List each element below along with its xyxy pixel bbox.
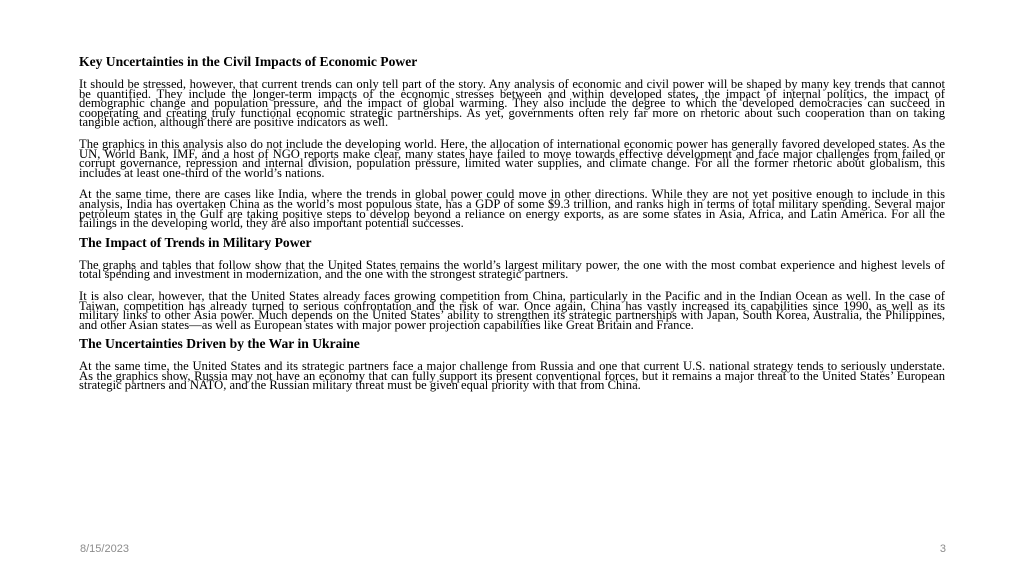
section-heading-war-in-ukraine: The Uncertainties Driven by the War in Ukraine	[79, 336, 360, 352]
paragraph-3: At the same time, there are cases like India, where the trends in global power could move in other directions. While they are not yet positive enough to include in this analysis, India has overtaken China as the world’s most populous state, has a GDP of some $9.3 trillion, and ranks high in terms of total military spending. Several major petroleum states in the Gulf are taking positive steps to develop beyond a reliance on energy exports, as are some states in Asia, Africa, and Latin America. For all the failings in the developing world, they are also important potential successes.	[79, 187, 945, 231]
slide-content	[79, 54, 945, 403]
paragraph-2: The graphics in this analysis also do not include the developing world. Here, the allocation of international economic power has generally favored developed states. As the UN, World Bank, IMF, and a host of NGO reports make clear, many states have failed to move towards effective development and face major challenges from failed or corrupt governance, repression and internal division, population pressure, limited water supplies, and climate change. For all the former rhetoric about globalism, this includes at least one-third of the world’s nations.	[79, 136, 945, 180]
section-heading-civil-impacts: Key Uncertainties in the Civil Impacts of Economic Power	[79, 54, 418, 69]
footer-date: 8/15/2023	[80, 543, 129, 555]
paragraph-6: At the same time, the United States and its strategic partners face a major challenge from Russia and one that current U.S. national strategy tends to seriously understate. As the graphics show, Russia may not have an economy that can fully support its present conventional forces, but it remains a major threat to the United States’ European strategic partners and NATO, and the Russian military threat must be given equal priority with that from China.	[79, 359, 945, 393]
page-number: 3	[939, 543, 946, 555]
paragraph-1: It should be stressed, however, that current trends can only tell part of the story. Any analysis of economic and civil power will be shaped by many key trends that cannot be quantified. They include the longer-term impacts of the economic stresses between and within developed states, the impact of internal politics, the impact of demographic change and population pressure, and the impact of global warming. They also include the degree to which the developed democracies can succeed in cooperating and creating truly functional economic strategic partnerships. As yet, governments often rely far more on rhetoric about such cooperation than on taking tangible action, although there are positive indicators as well.	[79, 77, 945, 130]
section-heading-military-power: The Impact of Trends in Military Power	[79, 234, 312, 250]
paragraph-5: It is also clear, however, that the United States already faces growing competition from China, particularly in the Pacific and in the Indian Ocean as well. In the case of Taiwan, competition has already turned to serious confrontation and the risk of war. Once again, China has vastly increased its capabilities since 1990, as well as its military links to other Asia power. Much depends on the United States’ ability to strengthen its strategic partnerships with Japan, South Korea, Australia, the Philippines, and other Asian states—as well as European states with major power projection capabilities like Great Britain and France.	[79, 288, 945, 332]
paragraph-4: The graphs and tables that follow show that the United States remains the world’s largest military power, the one with the most combat experience and highest levels of total spending and investment in modernization, and the one with the strongest strategic partners.	[79, 257, 945, 282]
